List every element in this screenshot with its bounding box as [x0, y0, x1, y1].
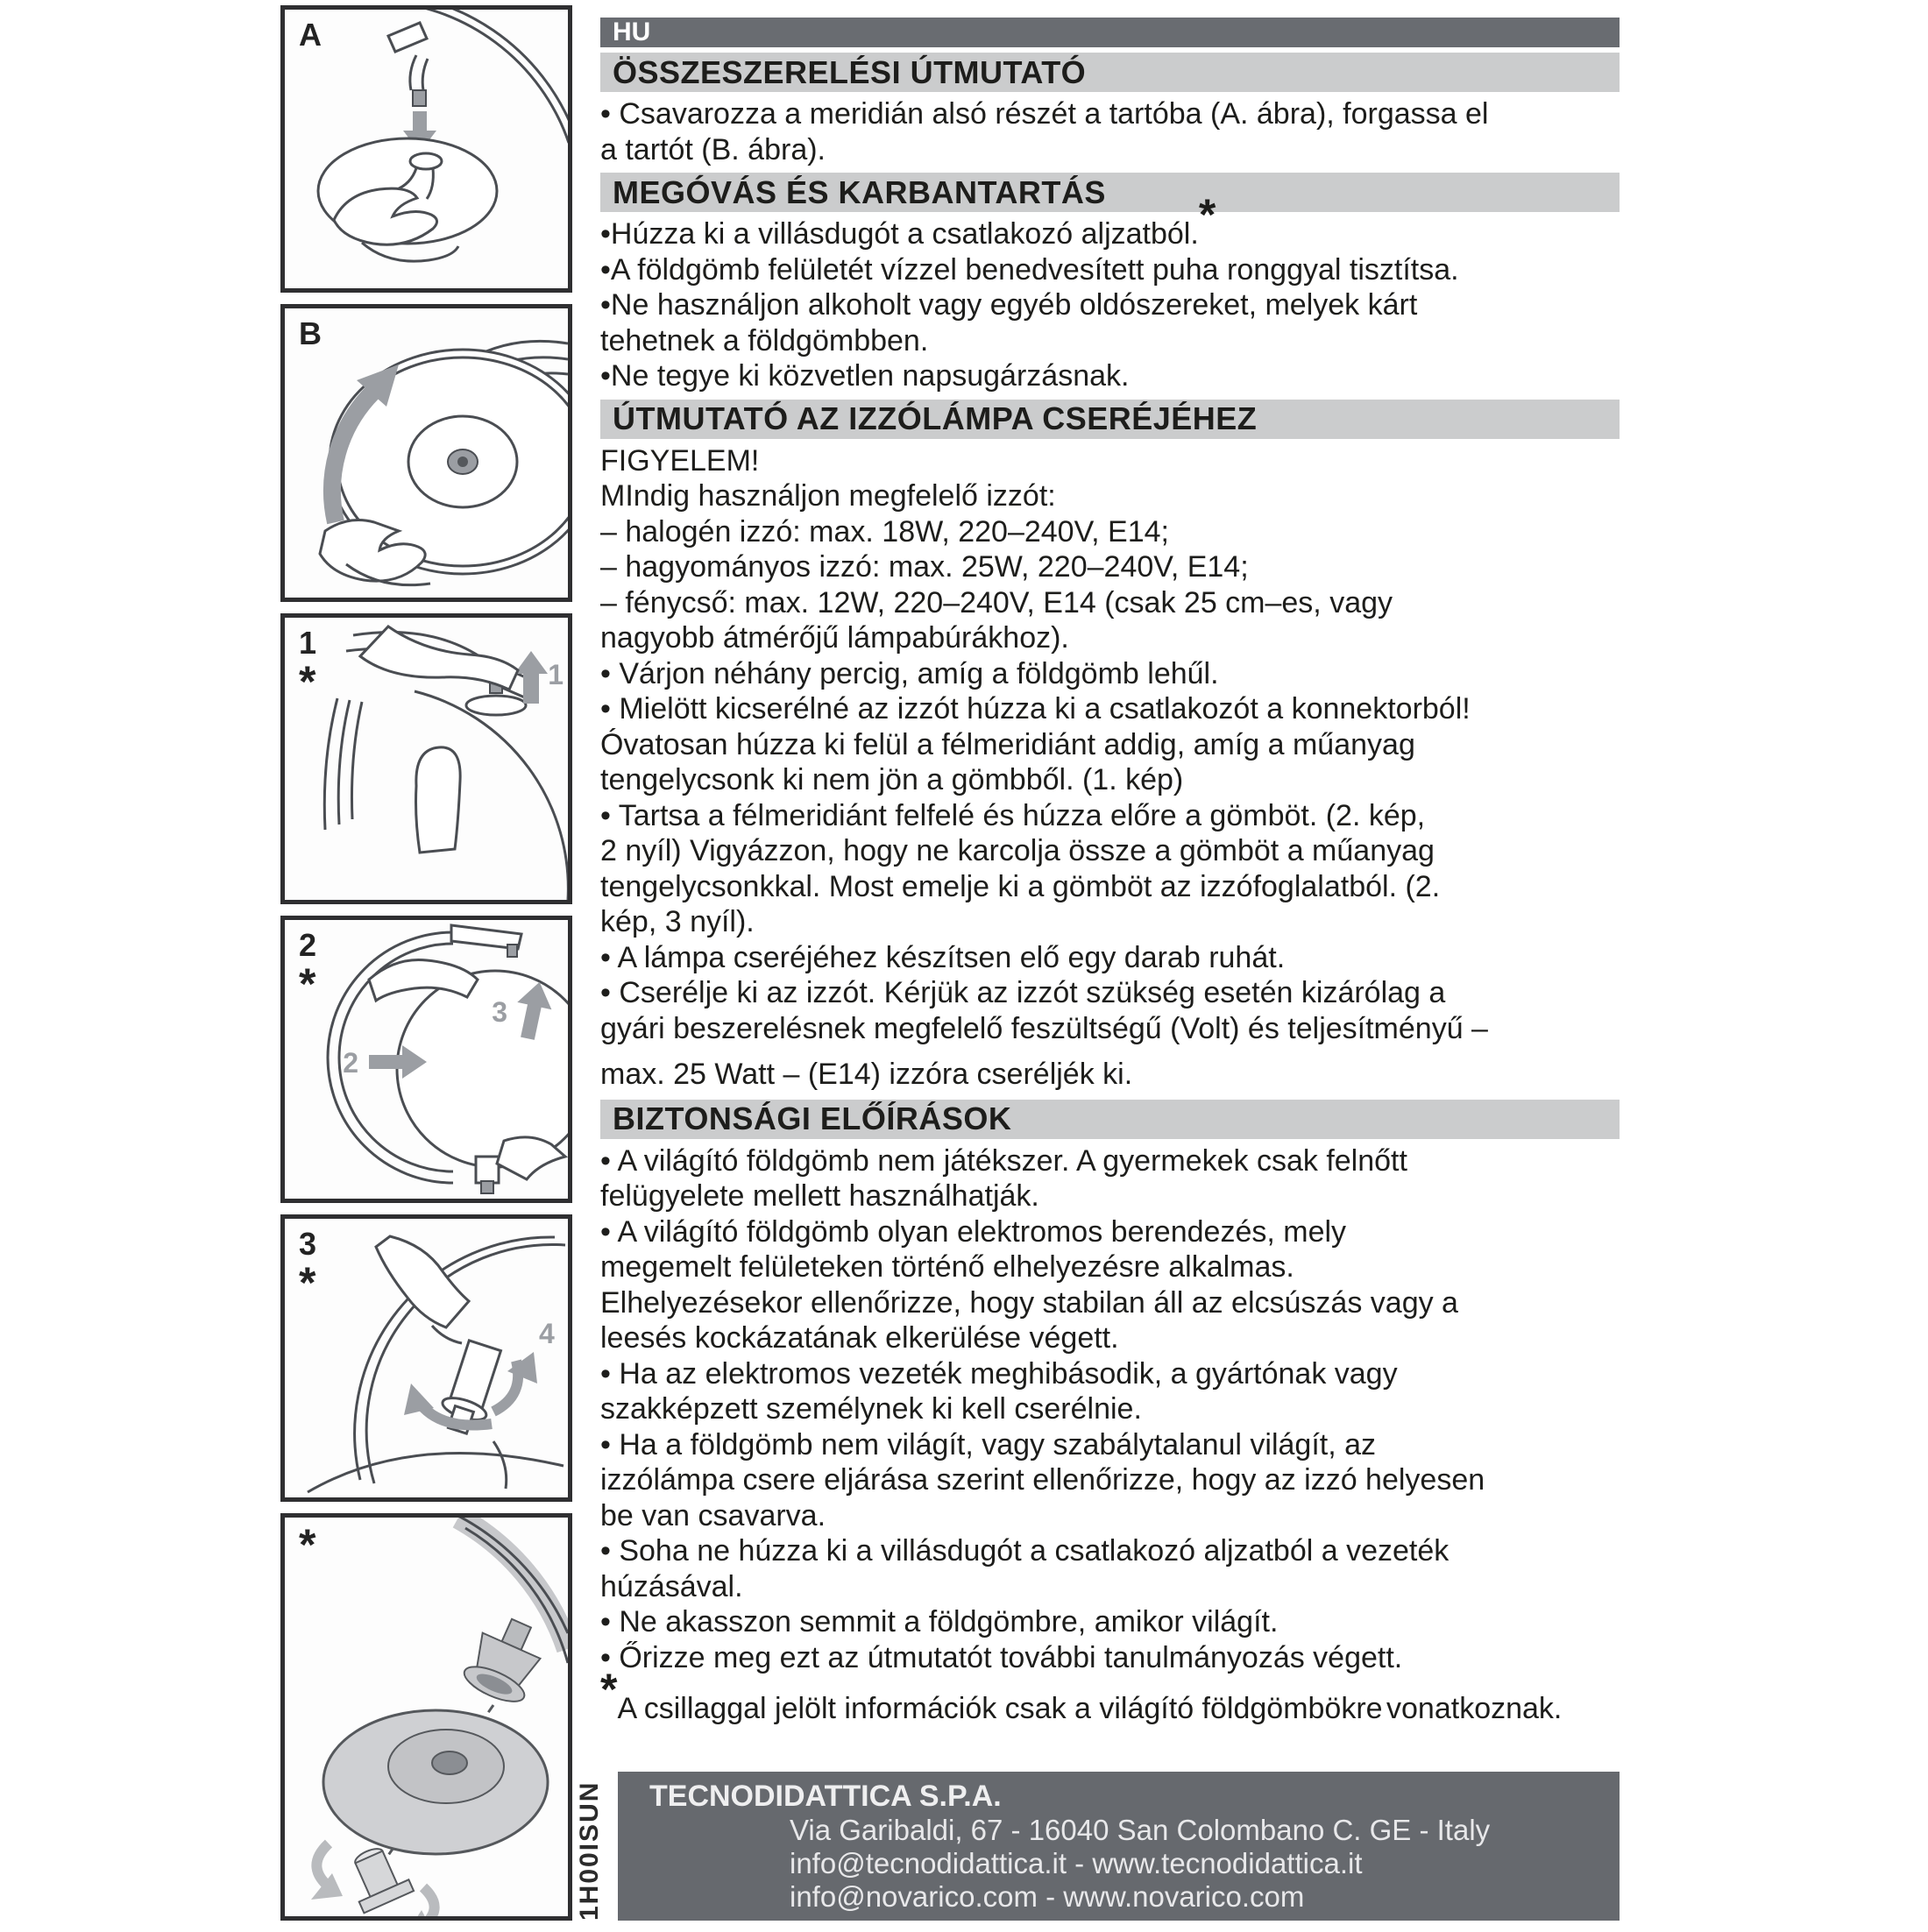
text-line: • Soha ne húzza ki a villásdugót a csatlakozó aljzatból a vezeték — [600, 1534, 1450, 1568]
text-line: • Ha a földgömb nem világít, vagy szabálytalanul világít, az — [600, 1427, 1377, 1461]
text-line: •Ne használjon alkoholt vagy egyéb oldószereket, melyek kárt — [600, 288, 1418, 322]
text-line: • Ne akasszon semmit a földgömbre, amikor világít. — [600, 1605, 1279, 1638]
section-title: ÚTMUTATÓ AZ IZZÓLÁMPA CSERÉJÉHEZ — [613, 400, 1258, 436]
figure-3-illustration — [285, 1219, 568, 1497]
figure-3-label: 3 * — [299, 1226, 317, 1307]
text-line: Elhelyezésekor ellenőrizze, hogy stabilan áll az elcsúszás vagy a — [600, 1285, 1458, 1320]
text-line: be van csavarva. — [600, 1498, 826, 1532]
text-line: tengelycsonk ki nem jön a gömbből. (1. kép) — [600, 763, 1184, 796]
footnote-line: vonatkoznak. — [1386, 1692, 1563, 1725]
text-line: •Húzza ki a villásdugót a csatlakozó aljzatból.* — [600, 190, 1216, 251]
address-line: info@tecnodidattica.it - www.tecnodidattica.it — [790, 1847, 1363, 1879]
company-name: TECNODIDATTICA S.P.A. — [649, 1780, 1002, 1813]
company-address — [649, 1814, 1620, 1914]
section-header-care — [600, 173, 1620, 212]
text-line: húzásával. — [600, 1569, 743, 1603]
figure-box-1 — [280, 613, 572, 904]
figure-box-a — [280, 5, 572, 293]
text-line: • Várjon néhány percig, amíg a földgömb lehűl. — [600, 656, 1219, 690]
product-code-vertical: 1H00ISUN — [575, 1780, 604, 1921]
figure-b-label: B — [299, 315, 322, 351]
figure-box-3 — [280, 1214, 572, 1502]
section-header-safety — [600, 1100, 1620, 1139]
text-line: • Őrizze meg ezt az útmutatót további tanulmányozás végett. — [600, 1640, 1403, 1674]
figure-2-label: 2 * — [299, 927, 317, 1008]
text-line: • Tartsa a félmeridiánt felfelé és húzza előre a gömböt. (2. kép, — [600, 798, 1426, 832]
text-line: tengelycsonkkal. Most emelje ki a gömböt az izzófoglalatból. (2. — [600, 869, 1441, 903]
text-line: max. 25 Watt – (E14) izzóra cseréljék ki. — [600, 1058, 1133, 1091]
section-title: MEGÓVÁS ÉS KARBANTARTÁS — [613, 173, 1106, 210]
instruction-text-column — [600, 18, 1620, 1727]
text-line: • Ha az elektromos vezeték meghibásodik, a gyártónak vagy — [600, 1356, 1398, 1391]
bulb-lines — [600, 443, 1620, 1047]
bulb-paragraph — [600, 443, 1620, 1093]
asterisk-mark: * — [1198, 190, 1216, 239]
text-line: szakképzett személynek ki kell cserélnie. — [600, 1392, 1142, 1426]
language-tag-bar — [600, 18, 1620, 47]
text-line: 2 nyíl) Vigyázzon, hogy ne karcolja össze a gömböt a műanyag — [600, 834, 1435, 867]
figure-a-label: A — [299, 17, 322, 53]
text-line: – halogén izzó: max. 18W, 220–240V, E14; — [600, 514, 1169, 548]
text-line: tehetnek a földgömbben. — [600, 323, 929, 357]
text-line: • A világító földgömb nem játékszer. A gyermekek csak felnőtt — [600, 1143, 1407, 1178]
text-line: leesés kockázatának elkerülése végett. — [600, 1321, 1119, 1355]
arrow-1-number: 1 — [548, 659, 564, 690]
text-line: • A lámpa cseréjéhez készítsen elő egy darab ruhát. — [600, 940, 1286, 974]
arrow-2-number: 2 — [343, 1047, 358, 1079]
figure-1-label: 1 * — [299, 625, 317, 706]
safety-paragraph — [600, 1143, 1620, 1676]
figure-box-2 — [280, 916, 572, 1203]
language-tag: HU — [613, 18, 651, 46]
figure-star-label: * — [299, 1520, 316, 1569]
address-line: info@novarico.com - www.novarico.com — [790, 1880, 1305, 1913]
text-line: MIndig használjon megfelelő izzót: — [600, 479, 1056, 513]
text-line: izzólámpa csere eljárása szerint ellenőrizze, hogy az izzó helyesen — [600, 1463, 1485, 1497]
figure-box-star — [280, 1513, 572, 1921]
figure-star-illustration — [285, 1518, 568, 1916]
text-line: • A világító földgömb olyan elektromos berendezés, mely — [600, 1214, 1347, 1249]
figure-a-illustration — [285, 10, 568, 288]
text-line: • Csavarozza a meridián alsó részét a tartóba (A. ábra), forgassa el — [600, 97, 1489, 131]
text-line: – fénycső: max. 12W, 220–240V, E14 (csak 25 cm–es, vagy — [600, 585, 1393, 619]
text-line: – hagyományos izzó: max. 25W, 220–240V, E14; — [600, 550, 1249, 584]
figure-column — [280, 5, 572, 1932]
text-line: • Cserélje ki az izzót. Kérjük az izzót szükség esetén kizárólag a — [600, 976, 1446, 1009]
text-line: nagyobb átmérőjű lámpabúrákhoz). — [600, 621, 1069, 655]
text-line: •Ne tegye ki közvetlen napsugárzásnak. — [600, 359, 1130, 393]
figure-box-b — [280, 304, 572, 602]
arrow-3-number: 3 — [492, 996, 507, 1028]
figure-1-illustration — [285, 618, 568, 900]
text-line: a tartót (B. ábra). — [600, 132, 826, 166]
text-line: FIGYELEM! — [600, 443, 760, 478]
text-line: felügyelete mellett használhatják. — [600, 1179, 1039, 1213]
section-title: BIZTONSÁGI ELŐÍRÁSOK — [613, 1100, 1012, 1136]
care-lines — [600, 252, 1620, 394]
text-line: • Mielött kicserélné az izzót húzza ki a csatlakozót a konnektorból! — [600, 692, 1471, 725]
text-line: kép, 3 nyíl). — [600, 905, 755, 938]
figure-2-illustration — [285, 920, 568, 1199]
section-header-bulb — [600, 400, 1620, 439]
section-title: ÖSSZESZERELÉSI ÚTMUTATÓ — [613, 53, 1087, 90]
text-line: megemelt felületeken történő elhelyezésre alkalmas. — [600, 1250, 1294, 1284]
assembly-paragraph — [600, 96, 1620, 167]
text-line: Óvatosan húzza ki felül a félmeridiánt addig, amíg a műanyag — [600, 727, 1415, 761]
text-line: •A földgömb felületét vízzel benedvesített puha ronggyal tisztítsa. — [600, 252, 1459, 287]
address-line: Via Garibaldi, 67 - 16040 San Colombano C. GE - Italy — [790, 1814, 1491, 1846]
footnote-line: A csillaggal jelölt információk csak a világító földgömbökre — [617, 1692, 1383, 1725]
footnote — [600, 1665, 1620, 1727]
text-line: gyári beszerelésnek megfelelő feszültségű (Volt) és teljesítményű – — [600, 1011, 1488, 1045]
section-header-assembly — [600, 53, 1620, 92]
manufacturer-footer — [618, 1772, 1620, 1921]
figure-b-illustration — [285, 308, 568, 598]
asterisk-mark: * — [600, 1665, 618, 1714]
arrow-4-number: 4 — [539, 1318, 555, 1349]
